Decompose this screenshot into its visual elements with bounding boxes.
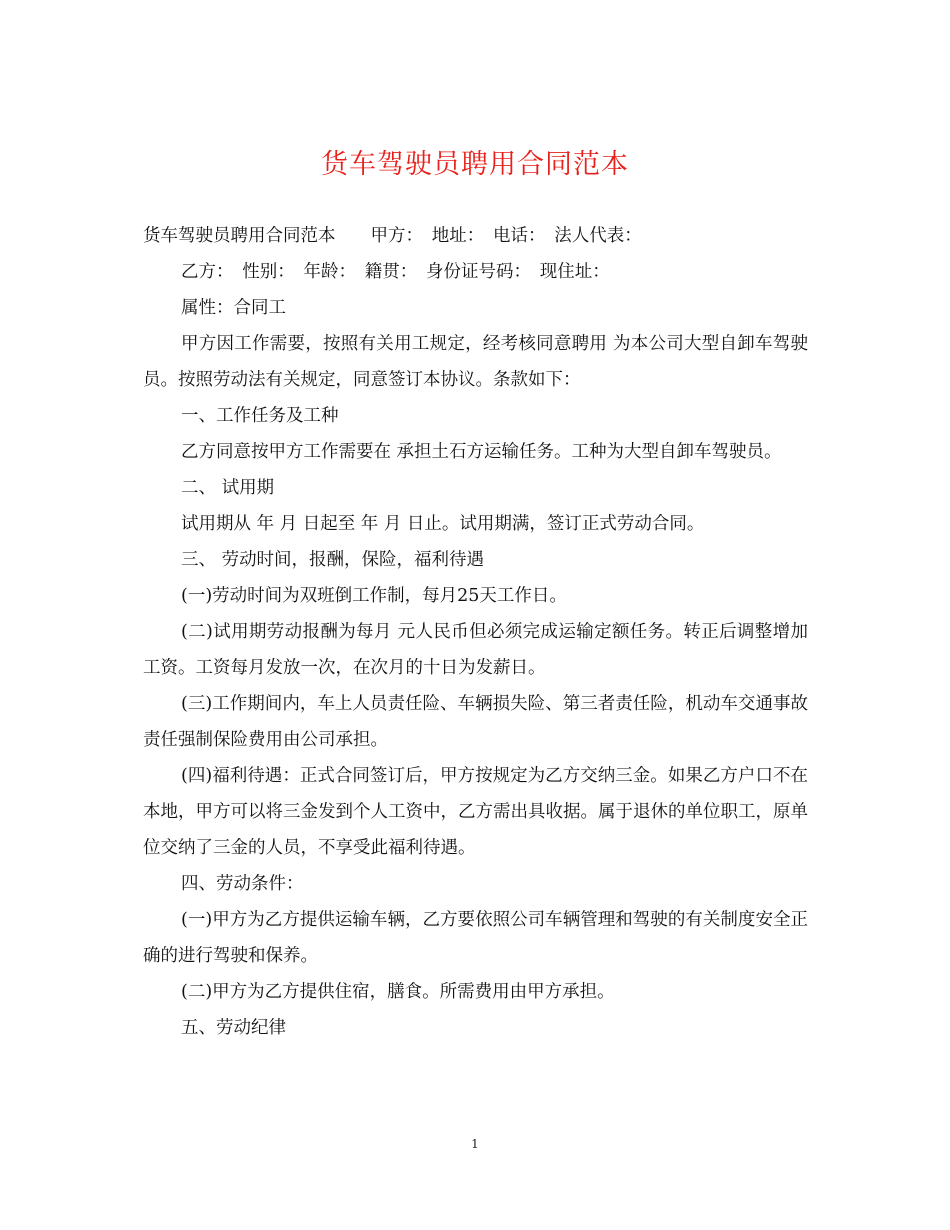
paragraph: (一)甲方为乙方提供运输车辆，乙方要依照公司车辆管理和驾驶的有关制度安全正确的进行驾驶和保养。 [143, 910, 808, 966]
paragraph: 乙方： 性别： 年龄： 籍贯： 身份证号码： 现住址： [181, 262, 610, 282]
paragraph: 试用期从 年 月 日起至 年 月 日止。试用期满，签订正式劳动合同。 [181, 514, 705, 534]
document-body [143, 218, 808, 1046]
page-number: 1 [471, 1137, 479, 1151]
section-heading: 一、工作任务及工种 [181, 406, 339, 426]
paragraph: (四)福利待遇：正式合同签订后，甲方按规定为乙方交纳三金。如果乙方户口不在本地，甲方可以将三金发到个人工资中，乙方需出具收据。属于退休的单位职工，原单位交纳了三金的人员，不享受此福利待遇。 [143, 766, 808, 858]
paragraph: 乙方同意按甲方工作需要在 承担土石方运输任务。工种为大型自卸车驾驶员。 [181, 442, 782, 462]
section-heading: 四、劳动条件： [181, 874, 304, 894]
section-heading: 三、 劳动时间，报酬，保险，福利待遇 [181, 550, 485, 570]
paragraph: 货车驾驶员聘用合同范本 甲方： 地址： 电话： 法人代表： [143, 226, 642, 246]
document-title: 货车驾驶员聘用合同范本 [321, 149, 629, 180]
section-heading: 五、劳动纪律 [181, 1018, 286, 1038]
paragraph: 甲方因工作需要，按照有关用工规定，经考核同意聘用 为本公司大型自卸车驾驶员。按照劳动法有关规定，同意签订本协议。条款如下： [143, 334, 808, 390]
paragraph: 属性：合同工 [181, 298, 286, 318]
section-heading: 二、 试用期 [181, 478, 275, 498]
paragraph: (一)劳动时间为双班倒工作制，每月25天工作日。 [181, 586, 567, 606]
paragraph: (三)工作期间内，车上人员责任险、车辆损失险、第三者责任险，机动车交通事故责任强制保险费用由公司承担。 [143, 694, 808, 750]
paragraph: (二)甲方为乙方提供住宿，膳食。所需费用由甲方承担。 [181, 982, 615, 1002]
paragraph: (二)试用期劳动报酬为每月 元人民币但必须完成运输定额任务。转正后调整增加工资。工资每月发放一次，在次月的十日为发薪日。 [143, 622, 808, 678]
